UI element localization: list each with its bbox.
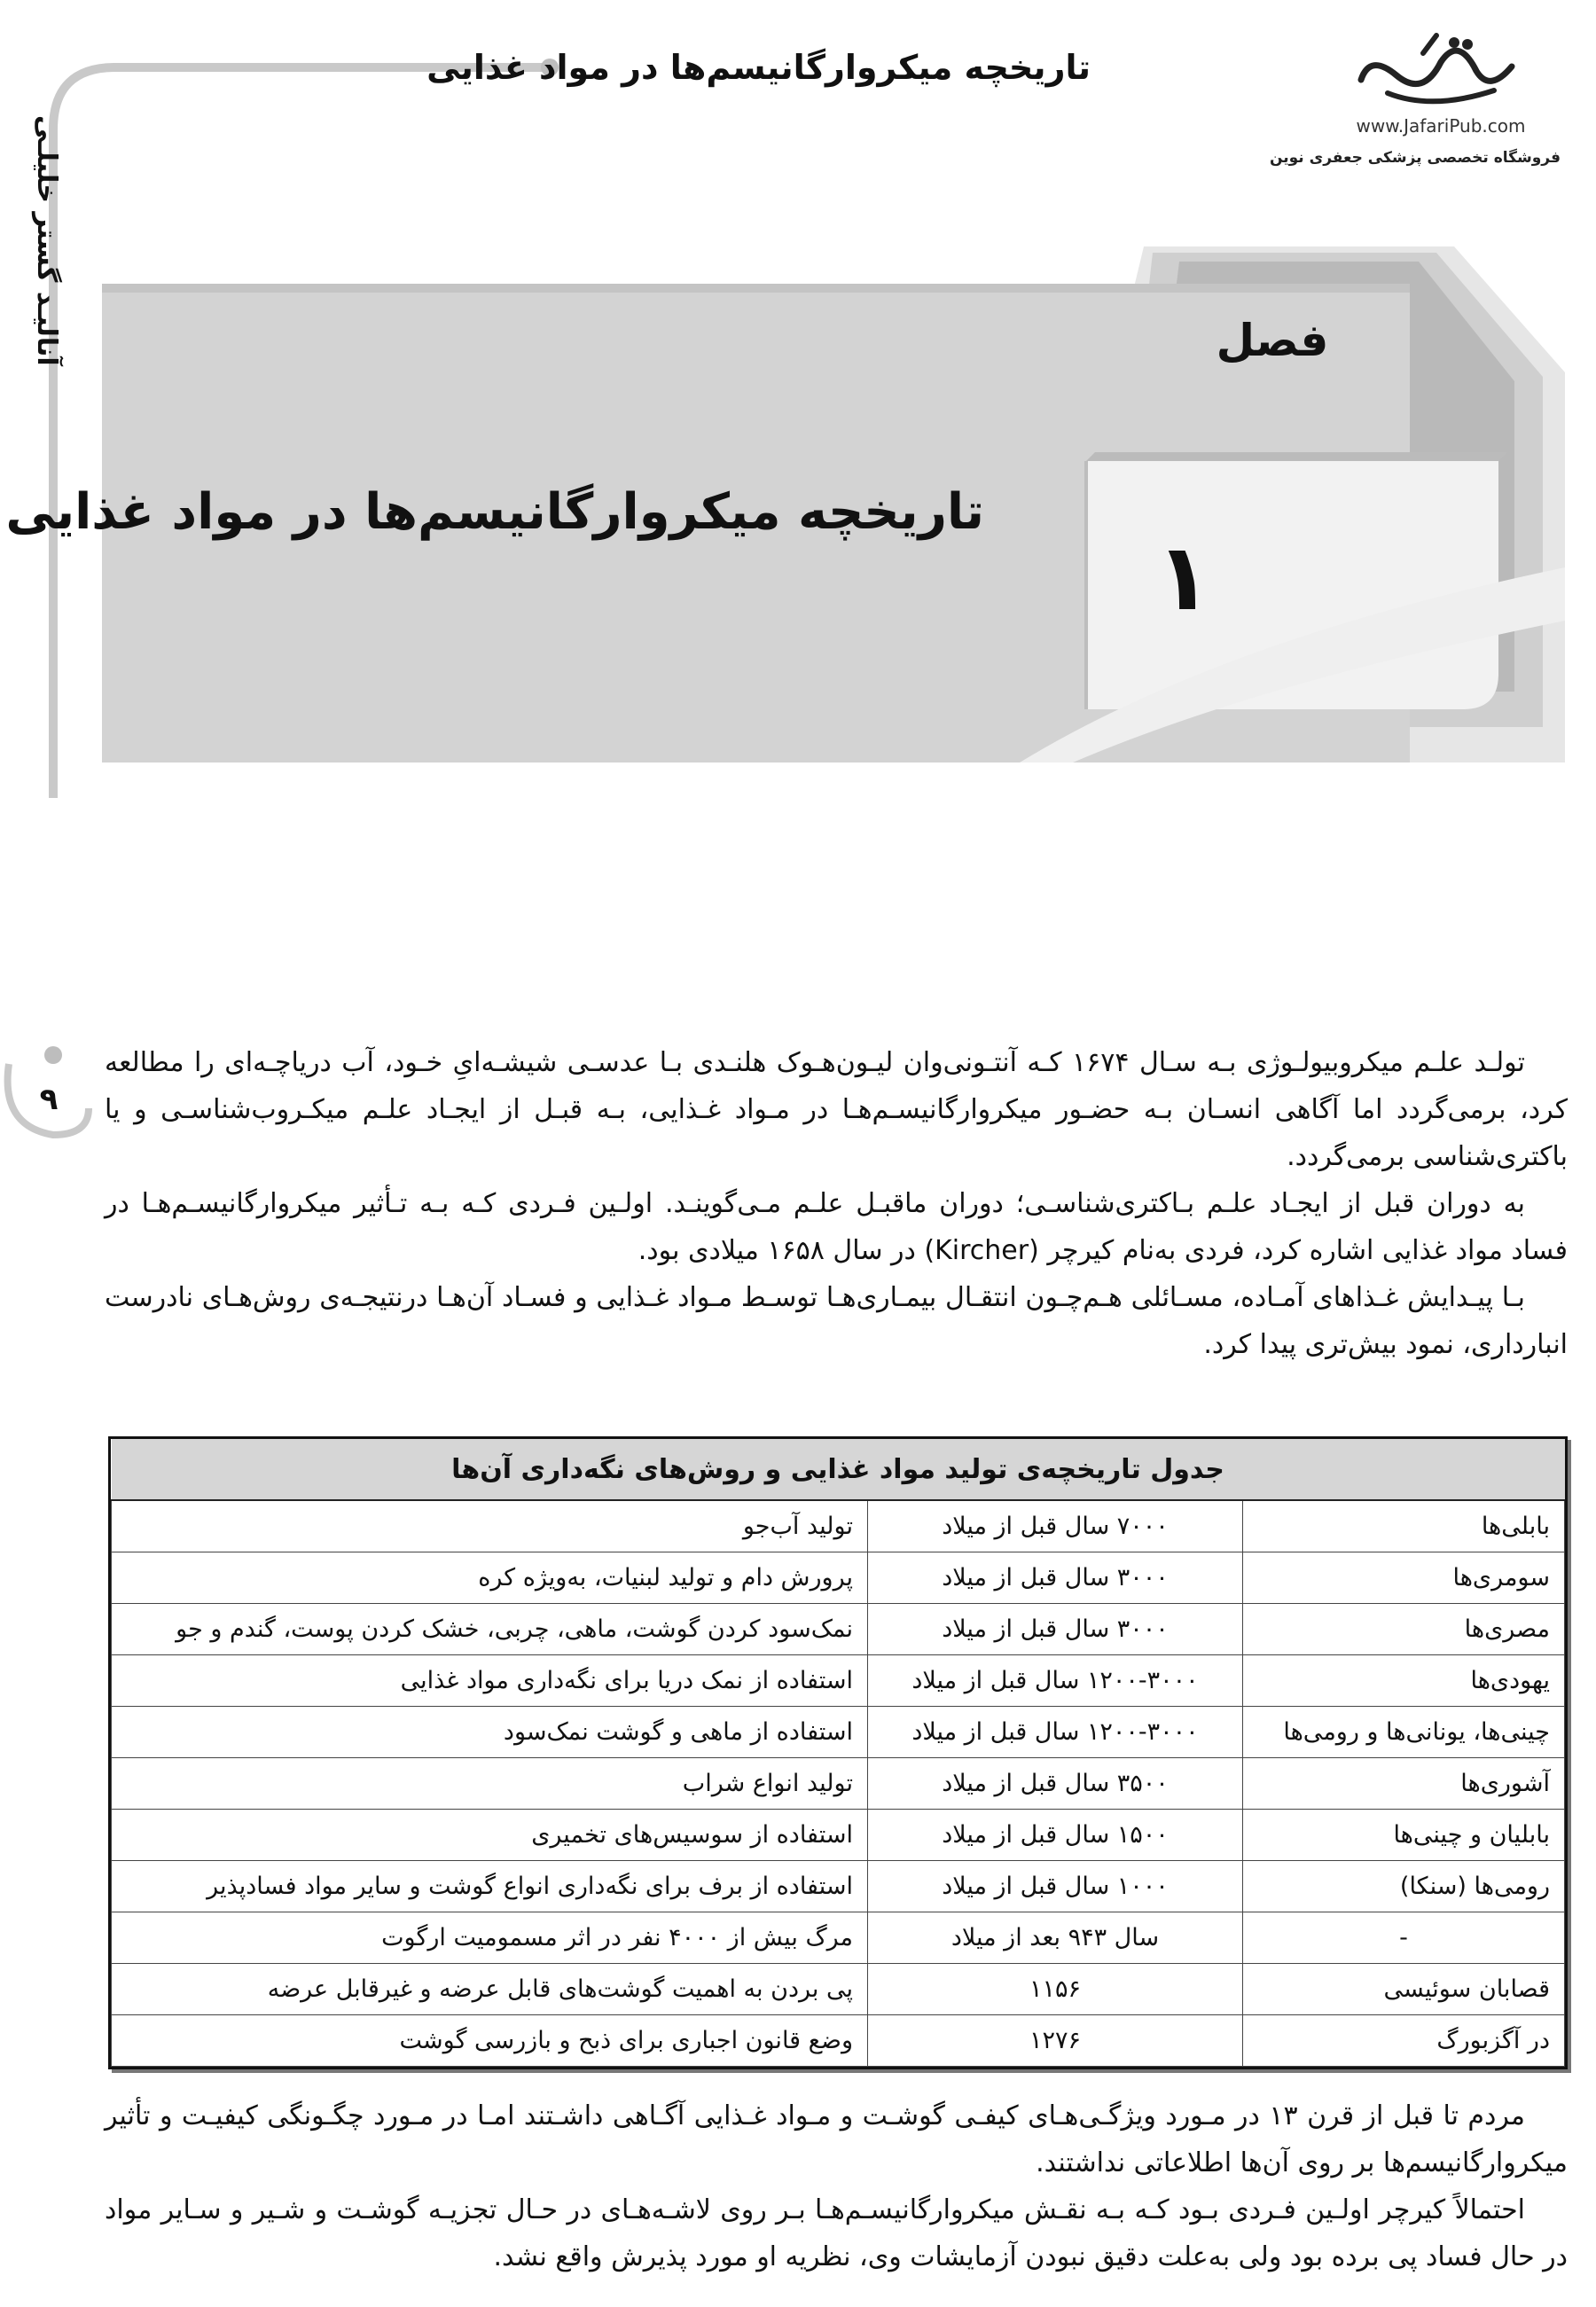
table-row — [112, 1810, 1565, 1861]
paragraph: به دوران قبل از ایجـاد علـم بـاکتری‌شناسـی؛ دوران ماقبـل علـم مـی‌گوینـد. اولـین فـردی کـه بـه تـأثیر میکروارگانیسـم‌هـا در فساد مواد غذایی اشاره کرد، فردی به‌نام کیرچر (Kircher) در سال ۱۶۵۸ میلادی بود. — [105, 1188, 1568, 1266]
cell-people: بابلی‌ها — [1243, 1500, 1565, 1552]
cell-event: مرگ بیش از ۴۰۰۰ نفر در اثر مسمومیت ارگوت — [112, 1912, 868, 1964]
paragraph: مردم تا قبل از قرن ۱۳ در مـورد ویژگـی‌هـای کیفـی گوشـت و مـواد غـذایی آگـاهی داشـتند امـا در مـورد چگـونگی کیفیـت و تأثیر میکروارگانیسم‌ها بر روی آن‌ها اطلاعاتی نداشتند. — [105, 2100, 1568, 2178]
cell-event: پرورش دام و تولید لبنیات، به‌ویژه کره — [112, 1552, 868, 1604]
chapter-label: فصل — [1216, 315, 1329, 366]
paragraph: تولـد علـم میکروبیولـوژی بـه سـال ۱۶۷۴ کـه آنتـونی‌وان لیـون‌هـوک هلنـدی بـا عدسـی شیشـه‌ایِ خـود، آب دریاچـه‌ای را مطالعه کرد، برمی‌گردد اما آگاهی انسـان بـه حضـور میکروارگانیسـم‌هـا در مـواد غـذایی، بـه قبـل از ایجـاد علـم میکـروب‌شناسـی و یا باکتری‌شناسی برمی‌گردد. — [105, 1047, 1568, 1172]
chapter-number: ۱ — [1155, 523, 1212, 631]
cell-time: ۳۵۰۰ سال قبل از میلاد — [868, 1758, 1243, 1810]
running-title: تاریخچه میکروارگانیسم‌ها در مواد غذایی — [426, 48, 1091, 87]
table-row — [112, 1758, 1565, 1810]
cell-people: در آگزبورگ — [1243, 2015, 1565, 2067]
cell-time: ۱۲۰۰-۳۰۰۰ سال قبل از میلاد — [868, 1707, 1243, 1758]
cell-people: رومی‌ها (سنکا) — [1243, 1861, 1565, 1912]
publisher-logo-icon — [1334, 27, 1538, 115]
cell-people: بابلیان و چینی‌ها — [1243, 1810, 1565, 1861]
table-row — [112, 1964, 1565, 2015]
cell-time: ۱۱۵۶ — [868, 1964, 1243, 2015]
table-row — [112, 1655, 1565, 1707]
paragraph: احتمالاً کیرچر اولـین فـردی بـود کـه بـه نقـش میکروارگانیسـم‌هـا بـر روی لاشـه‌هـای در حـال تجزیـه گوشـت و شـیر و سـایر مواد در حال فساد پی برده بود ولی به‌علت دقیق نبودن آزمایشات وی، نظریه او مورد پذیرش واقع نشد. — [105, 2194, 1568, 2272]
table-row — [112, 1707, 1565, 1758]
cell-time: ۳۰۰۰ سال قبل از میلاد — [868, 1604, 1243, 1655]
cell-people: چینی‌ها، یونانی‌ها و رومی‌ها — [1243, 1707, 1565, 1758]
cell-time: سال ۹۴۳ بعد از میلاد — [868, 1912, 1243, 1964]
cell-event: پی بردن به اهمیت گوشت‌های قابل عرضه و غیرقابل عرضه — [112, 1964, 868, 2015]
cell-event: تولید آب‌جو — [112, 1500, 868, 1552]
paragraph: بـا پیـدایش غـذاهای آمـاده، مسـائلی هـم‌چـون انتقـال بیمـاری‌هـا توسـط مـواد غـذایی و فسـاد آن‌هـا درنتیجـه‌ی روش‌هـای نادرست انبارداری، نمود بیش‌تری پیدا کرد. — [105, 1282, 1568, 1360]
side-vertical-title: آنالیـد گستر خلیلـی — [31, 115, 62, 366]
table-row — [112, 1500, 1565, 1552]
cell-event: استفاده از ماهی و گوشت نمک‌سود — [112, 1707, 868, 1758]
cell-time: ۱۲۷۶ — [868, 2015, 1243, 2067]
table-row — [112, 1912, 1565, 1964]
cell-people: آشوری‌ها — [1243, 1758, 1565, 1810]
cell-people: یهودی‌ها — [1243, 1655, 1565, 1707]
cell-people: مصری‌ها — [1243, 1604, 1565, 1655]
cell-time: ۳۰۰۰ سال قبل از میلاد — [868, 1552, 1243, 1604]
cell-time: ۱۵۰۰ سال قبل از میلاد — [868, 1810, 1243, 1861]
cell-event: استفاده از نمک دریا برای نگه‌داری مواد غذایی — [112, 1655, 868, 1707]
table-row — [112, 2015, 1565, 2067]
cell-people: قصابان سوئیسی — [1243, 1964, 1565, 2015]
publisher-url[interactable]: www.JafariPub.com — [1356, 115, 1526, 137]
cell-event: تولید انواع شراب — [112, 1758, 868, 1810]
cell-time: ۷۰۰۰ سال قبل از میلاد — [868, 1500, 1243, 1552]
cell-event: استفاده از سوسیس‌های تخمیری — [112, 1810, 868, 1861]
cell-people: سومری‌ها — [1243, 1552, 1565, 1604]
table-caption: جدول تاریخچه‌ی تولید مواد غذایی و روش‌های نگه‌داری آن‌ها — [112, 1439, 1565, 1500]
table-row — [112, 1604, 1565, 1655]
cell-event: نمک‌سود کردن گوشت، ماهی، چربی، خشک کردن پوست، گندم و جو — [112, 1604, 868, 1655]
cell-time: ۱۰۰۰ سال قبل از میلاد — [868, 1861, 1243, 1912]
cell-time: ۱۲۰۰-۳۰۰۰ سال قبل از میلاد — [868, 1655, 1243, 1707]
history-table — [108, 1436, 1568, 2069]
body-text-bottom — [105, 2092, 1568, 2280]
chapter-title: تاریخچه میکروارگانیسم‌ها در مواد غذایی — [5, 483, 984, 541]
publisher-tagline: فروشگاه تخصصی پزشکی جعفری نوین — [1269, 149, 1561, 167]
page-number: ۹ — [39, 1082, 59, 1117]
body-text-top — [105, 1039, 1568, 1368]
cell-event: استفاده از برف برای نگه‌داری انواع گوشت و سایر مواد فسادپذیر — [112, 1861, 868, 1912]
table-row — [112, 1552, 1565, 1604]
cell-people: - — [1243, 1912, 1565, 1964]
table-row — [112, 1861, 1565, 1912]
cell-event: وضع قانون اجباری برای ذبح و بازرسی گوشت — [112, 2015, 868, 2067]
